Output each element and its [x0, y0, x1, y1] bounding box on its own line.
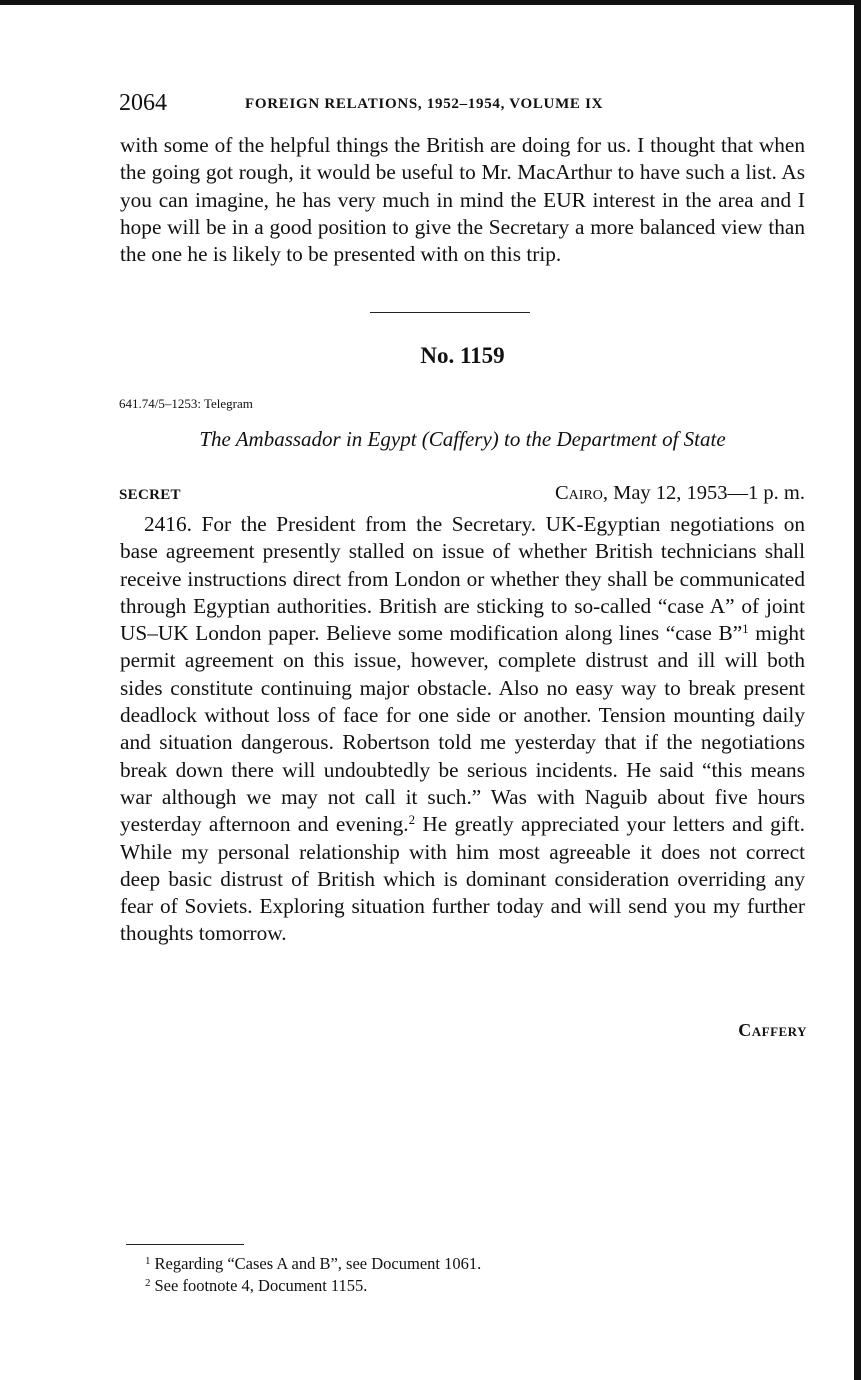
continuation-paragraph: with some of the helpful things the British are doing for us. I thought that when the going got rough, it would be useful to Mr. MacArthur to have such a list. As you can imagine, he has very much in mind the EUR interest in the area and I hope will be in a good position to give the Secretary a more balanced view than the one he is likely to be presented with on this trip.: [120, 133, 805, 267]
document-title: The Ambassador in Egypt (Caffery) to the Department of State: [199, 427, 726, 451]
page-number: 2064: [119, 90, 167, 116]
telegram-text-3: He greatly appreciated your letters and gift. While my personal relationship with him most agreeable it does not correct deep basic distrust of British which is dominant consideration overriding any fear of Soviets. Exploring situation further today and will send you my further thoughts tomorrow.: [120, 812, 805, 946]
footnote-marker-1: 1: [145, 1255, 151, 1267]
section-divider: [370, 312, 530, 313]
footnote-reference-2[interactable]: 2: [408, 812, 416, 828]
footnotes: [145, 1253, 795, 1297]
telegram-text-1: 2416. For the President from the Secretary. UK-Egyptian negotiations on base agreement presently stalled on issue of whether British technicians shall receive instructions direct from London or whether they shall be communicated through Egyptian authorities. British are sticking to so-called “case A” of joint US–UK London paper. Believe some modification along lines “case B”: [120, 512, 805, 646]
page-header: [119, 88, 809, 118]
dateline-place: Cairo,: [554, 482, 608, 504]
footnote-text-2: See footnote 4, Document 1155.: [154, 1276, 368, 1295]
scan-border-top: [0, 0, 861, 5]
footnote-reference-1[interactable]: 1: [742, 621, 749, 637]
signature: Caffery: [738, 1020, 807, 1040]
footnote-2: [145, 1275, 795, 1297]
footnote-text-1: Regarding “Cases A and B”, see Document 1061.: [154, 1254, 482, 1273]
dateline-date: May 12, 1953—1 p. m.: [607, 482, 805, 504]
document-number: No. 1159: [420, 343, 505, 368]
classification-label: SECRET: [119, 487, 181, 503]
footnote-rule: [126, 1244, 244, 1245]
scan-border-right: [854, 0, 861, 1380]
telegram-body: [120, 511, 805, 948]
footnote-1: [145, 1253, 795, 1275]
telegram-text-2: might permit agreement on this issue, however, complete distrust and ill will both sides constitute continuing major obstacle. Also no easy way to break present deadlock without loss of face for one side or another. Tension mounting daily and situation dangerous. Robertson told me yesterday that if the negotiations break down there will undoubtedly be serious incidents. He said “this means war although we may not call it such.” Was with Naguib about five hours yesterday afternoon and evening.: [120, 621, 805, 837]
dateline: [555, 482, 805, 505]
footnote-marker-2: 2: [145, 1277, 151, 1289]
telegram-paragraph: [120, 511, 805, 948]
file-reference: 641.74/5–1253: Telegram: [119, 396, 253, 411]
running-head: FOREIGN RELATIONS, 1952–1954, VOLUME IX: [245, 96, 604, 112]
